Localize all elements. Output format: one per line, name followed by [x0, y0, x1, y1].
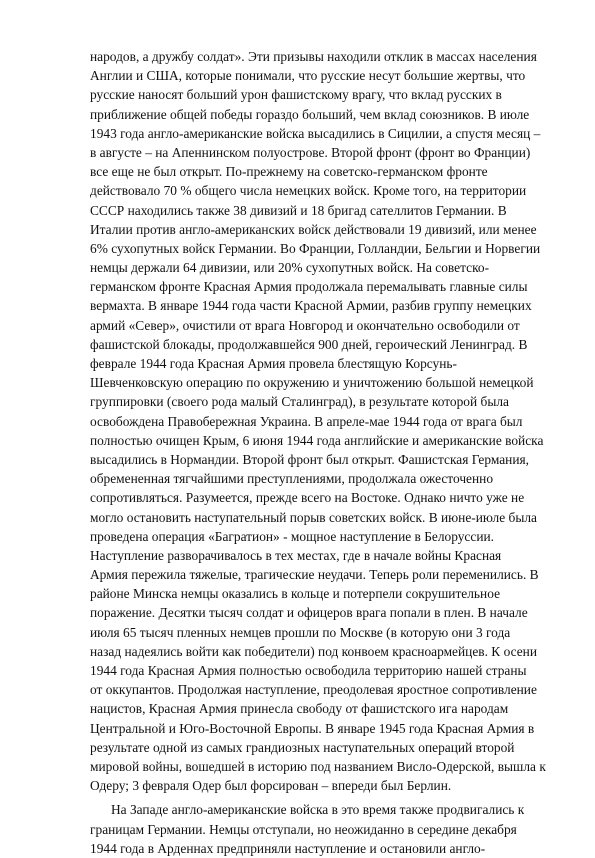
paragraph [90, 800, 530, 858]
text-line: приближение общей победы гораздо больший, чем вклад союзников. В июле [90, 106, 530, 122]
text-line: 1943 года англо-американские войска высадились в Сицилии, а спустя месяц – [90, 125, 541, 141]
text-line: Наступление разворачивалось в тех местах, где в начале войны Красная [90, 547, 502, 563]
text-line: в августе – на Апеннинском полуострове. Второй фронт (фронт во Франции) [90, 144, 531, 160]
text-line: могло остановить наступательный порыв советских войск. В июне-июле была [90, 509, 537, 525]
document-body [90, 47, 546, 858]
text-line: освобождена Правобережная Украина. В апреле-мае 1944 года от врага был [90, 413, 523, 429]
text-line: Италии против англо-американских войск действовали 19 дивизий, или менее [90, 221, 537, 237]
text-line: германском фронте Красная Армия продолжала перемалывать главные силы [90, 279, 528, 295]
text-line: все еще не был открыт. По-прежнему на советско-германском фронте [90, 164, 488, 180]
text-line: группировки (своего рода малый Сталинград), в результате которой была [90, 394, 509, 410]
text-line: назад надеялись войти как победители) под конвоем красноармейцев. К осени [90, 643, 537, 659]
text-line: Англии и США, которые понимали, что русские несут большие жертвы, что [90, 68, 526, 84]
text-line: июля 65 тысяч пленных немцев прошли по Москве (в которую они 3 года [90, 624, 511, 640]
text-line: Центральной и Юго-Восточной Европы. В январе 1945 года Красная Армия в [90, 720, 535, 736]
text-line: проведена операция «Багратион» - мощное наступление в Белоруссии. [90, 528, 495, 544]
text-line: Одеру; 3 февраля Одер был форсирован – впереди был Берлин. [90, 778, 452, 794]
text-line: действовало 70 % общего числа немецких войск. Кроме того, на территории [90, 183, 527, 199]
text-line: Армия пережила тяжелые, трагические неудачи. Теперь роли переменились. В [90, 567, 539, 583]
text-line: полностью очищен Крым, 6 июня 1944 года английские и американские войска [90, 432, 544, 448]
text-line: армий «Север», очистили от врага Новгород и окончательно освободили от [90, 317, 520, 333]
text-line: обремененная тягчайшими преступлениями, продолжала ожесточенно [90, 471, 494, 487]
text-line: 1944 года Красная Армия полностью освободила территорию нашей страны [90, 663, 527, 678]
text-line: районе Минска немцы оказались в кольце и потерпели сокрушительное [90, 586, 501, 602]
text-line: На Западе англо-американские войска в это время также продвигались к [111, 802, 525, 818]
text-line: немцы держали 64 дивизии, или 20% сухопутных войск. На советско- [90, 260, 490, 276]
text-line: 1944 года в Арденнах предприняли наступление и остановили англо- [90, 840, 486, 856]
text-line: границам Германии. Немцы отступали, но неожиданно в середине декабря [90, 821, 517, 837]
text-line: народов, а дружбу солдат». Эти призывы находили отклик в массах населения [90, 49, 537, 64]
text-line: СССР находились также 38 дивизий и 18 бригад сателлитов Германии. В [90, 202, 507, 218]
text-line: поражение. Десятки тысяч солдат и офицеров врага попали в плен. В начале [90, 605, 528, 621]
text-line: русские наносят больший урон фашистскому врагу, что вклад русских в [90, 87, 502, 103]
text-line: сопротивляться. Разумеется, прежде всего на Востоке. Однако ничто уже не [90, 490, 525, 506]
text-line: фашистской блокады, продолжавшейся 900 дней, героический Ленинград. В [90, 336, 528, 352]
text-line: высадились в Нормандии. Второй фронт был открыт. Фашистская Германия, [90, 451, 530, 467]
text-line: результате одной из самых грандиозных наступательных операций второй [90, 739, 515, 755]
text-line: Шевченковскую операцию по окружению и уничтожению большой немецкой [90, 375, 534, 391]
text-line: феврале 1944 года Красная Армия провела блестящую Корсунь- [90, 356, 457, 371]
paragraph [90, 47, 546, 795]
text-line: вермахта. В январе 1944 года части Красной Армии, разбив группу немецких [90, 298, 532, 314]
text-line: 6% сухопутных войск Германии. Во Франции, Голландии, Бельгии и Норвегии [90, 240, 541, 256]
text-line: от оккупантов. Продолжая наступление, преодолевая яростное сопротивление [90, 682, 537, 698]
text-line: нацистов, Красная Армия принесла свободу от фашистского ига народам [90, 701, 509, 717]
text-line: мировой войны, вошедшей в историю под названием Висло-Одерской, вышла к [90, 758, 546, 774]
